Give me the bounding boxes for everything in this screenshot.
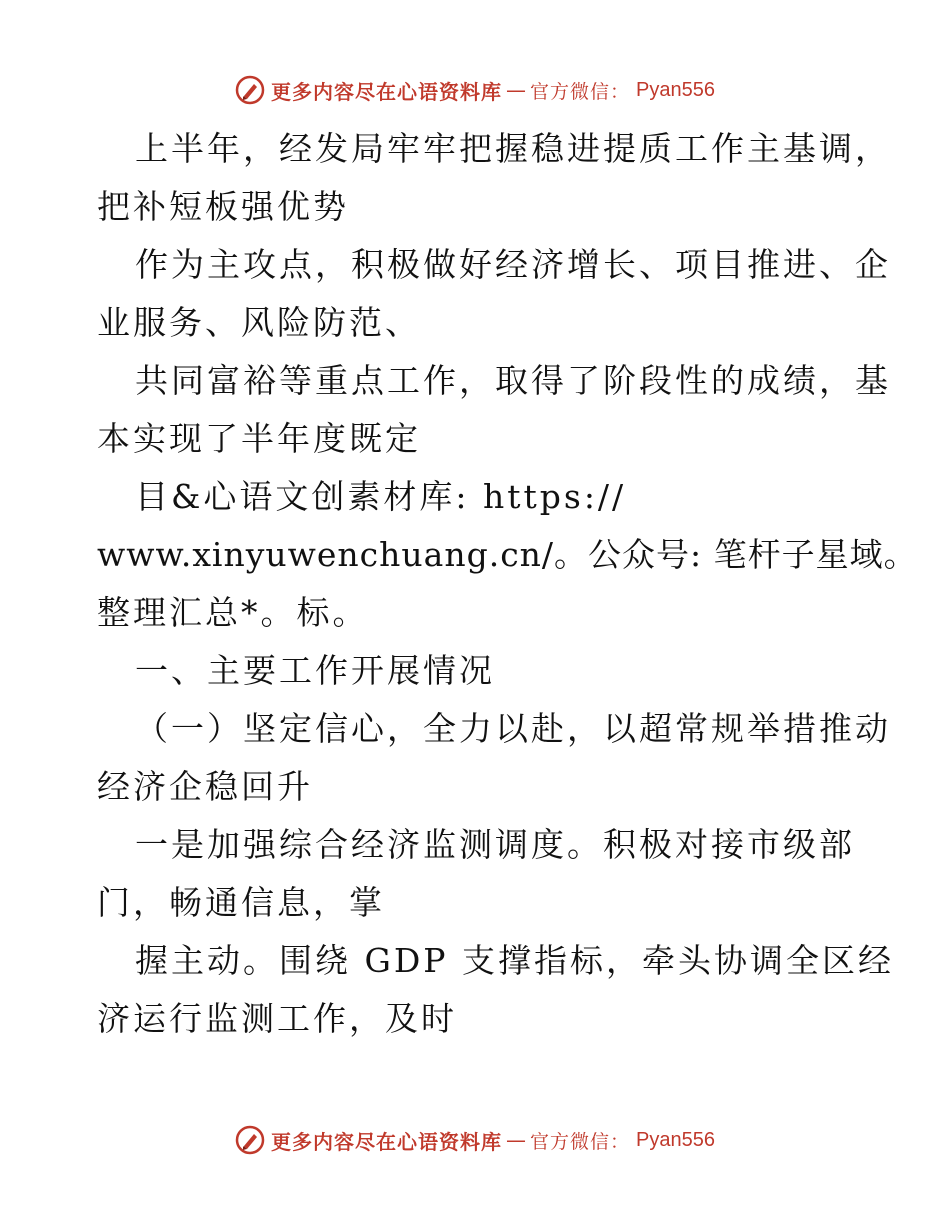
body-line: 目&心语文创素材库: https://: [135, 477, 627, 516]
body-line: 上半年，经发局牢牢把握稳进提质工作主基调，: [135, 129, 891, 168]
watermark-label: 官方微信：: [530, 1130, 631, 1153]
watermark-separator: —: [506, 78, 526, 102]
body-line: 一是加强综合经济监测调度。积极对接市级部: [135, 825, 855, 864]
pen-logo-icon: [235, 1125, 265, 1155]
body-line: 济运行监测工作，及时: [97, 999, 457, 1038]
body-line: 经济企稳回升: [97, 767, 313, 806]
watermark-separator: —: [506, 1128, 526, 1152]
watermark-id: Pyan556: [636, 1128, 715, 1151]
body-line: 共同富裕等重点工作，取得了阶段性的成绩，基: [135, 361, 891, 400]
watermark-text: 更多内容尽在心语资料库: [271, 79, 502, 104]
body-line: 作为主攻点，积极做好经济增长、项目推进、企: [135, 245, 891, 284]
body-line: 业服务、风险防范、: [97, 303, 421, 342]
document-body: [97, 120, 918, 1048]
watermark-text: 更多内容尽在心语资料库: [271, 1129, 502, 1154]
subsection-heading: （一）坚定信心，全力以赴，以超常规举措推动: [135, 709, 891, 748]
body-line: www.xinyuwenchuang.cn/。公众号: 笔杆子星域。: [97, 535, 918, 574]
pen-logo-icon: [235, 75, 265, 105]
watermark-label: 官方微信：: [530, 80, 631, 103]
header-watermark: [0, 70, 950, 110]
body-line: 整理汇总*。标。: [97, 593, 369, 632]
watermark-id: Pyan556: [636, 78, 715, 101]
body-line: 门，畅通信息，掌: [97, 883, 385, 922]
footer-watermark: [0, 1120, 950, 1160]
body-line: 握主动。围绕 GDP 支撑指标，牵头协调全区经: [135, 941, 895, 980]
body-line: 把补短板强优势: [97, 187, 349, 226]
body-line: 本实现了半年度既定: [97, 419, 421, 458]
section-heading: 一、主要工作开展情况: [135, 651, 495, 690]
